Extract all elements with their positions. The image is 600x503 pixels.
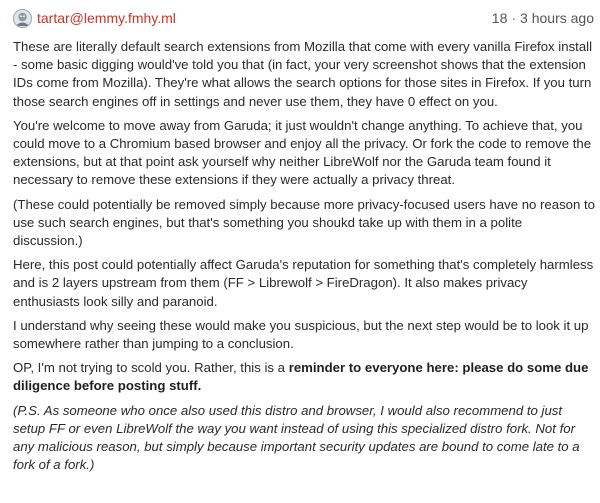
comment-paragraph-4: Here, this post could potentially affect Garuda's reputation for something that's completely harmless and is 2 layers upstream from them (FF > Librewolf > FireDragon). It also makes privacy enthusiasts look silly and paranoid. (13, 257, 594, 309)
comment-paragraph-ps (13, 402, 595, 475)
comment-paragraph-3: (These could potentially be removed simply because more privacy-focused users have no reason to use such search engines, but that's something you shoukd take up with them in a polite discussion.) (13, 196, 596, 249)
meta-separator: · (511, 10, 517, 26)
author-link[interactable]: tartar@lemmy.fmhy.ml (37, 10, 176, 26)
comment-author (13, 9, 176, 28)
comment-timestamp[interactable]: 3 hours ago (520, 10, 594, 26)
comment-header (13, 7, 594, 29)
comment-meta (492, 9, 594, 27)
ps-paragraph-text: (P.S. As someone who once also used this distro and browser, I would also recommend to just setup FF or even LibreWolf the way you want instead of using this specialized distro fork. Not for any malicious reason, but simply because important security updates are bound to come late to a fork of a fork.) (13, 402, 580, 473)
comment-paragraph-op (13, 359, 595, 395)
comment-paragraph-2: You're welcome to move away from Garuda; it just wouldn't change anything. To achieve that, you could move to a Chromium based browser and enjoy all the privacy. Or fork the code to remove the extensions, but at that point ask yourself why neither LibreWolf nor the Garuda team found it necessary to remove these extensions if they were actually a privacy threat. (13, 117, 592, 188)
op-paragraph-text: OP, I'm not trying to scold you. Rather, this is a (13, 360, 289, 376)
comment-paragraph-5: I understand why seeing these would make you suspicious, but the next step would be to look it up somewhere rather than jumping to a conclusion. (13, 317, 589, 352)
comment-score: 18 (491, 10, 508, 26)
user-avatar-icon[interactable] (13, 9, 32, 28)
op-paragraph-bold: reminder to everyone here: please do some due diligence before posting stuff. (13, 360, 589, 394)
avatar-glyph (14, 10, 31, 27)
comment-body (13, 38, 595, 480)
comment-paragraph-1: These are literally default search extensions from Mozilla that come with every vanilla Firefox install - some basic digging would've told you that (in fact, your very screenshot shows that the extension IDs come from Mozilla). They're what allows the search options for those sites in Firefox. If you turn those search engines off in settings and never use them, they have 0 effect on you. (13, 39, 593, 109)
